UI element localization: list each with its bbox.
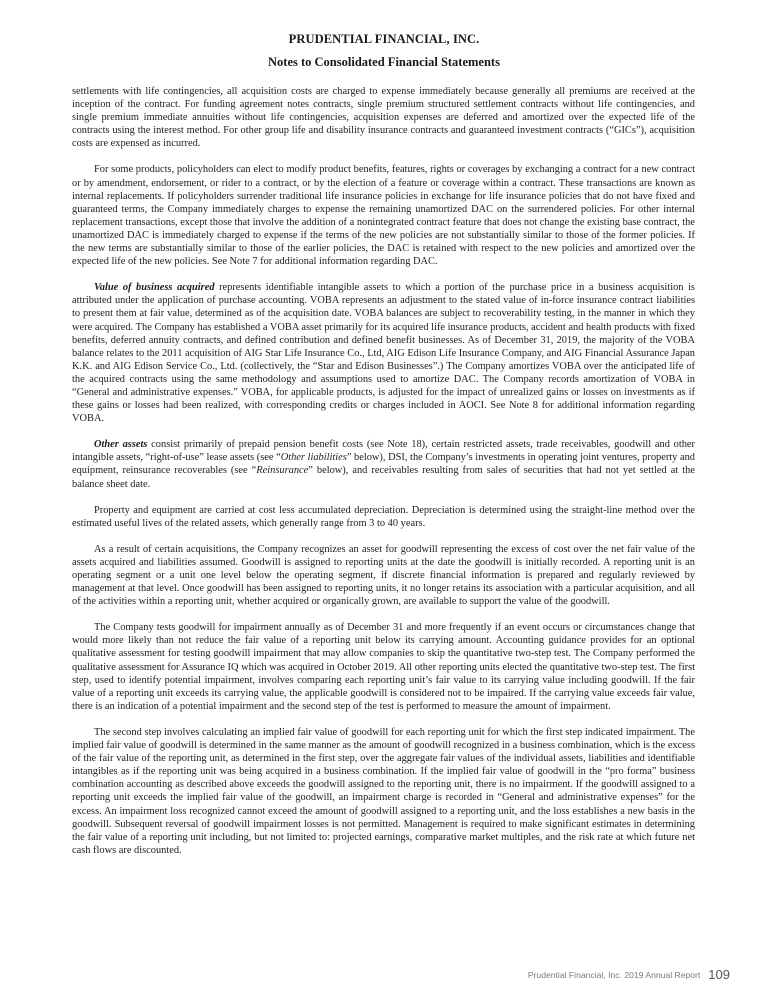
page-footer: [528, 966, 730, 984]
paragraph-text: settlements with life contingencies, all acquisition costs are charged to expense immediately because generally all premiums are received at the inception of the contract. For funding agreement notes contracts, single premium structured settlement contracts without life contingencies, and single premium immediate annuities without life contingencies, acquisition expenses are deferred and amortized over the expected life of the contracts using the interest method. For other group life and disability insurance contracts and guaranteed investment contracts (“GICs”), acquisition costs are expensed as incurred.: [72, 86, 695, 150]
paragraph-goodwill-second-step: [72, 726, 695, 857]
paragraph-property-equipment: [72, 504, 695, 530]
paragraph-text: Property and equipment are carried at cost less accumulated depreciation. Depreciation is determined using the straight-line method over the estimated useful lives of the related assets, which generally range from 3 to 40 years.: [72, 504, 695, 529]
report-title: Prudential Financial, Inc. 2019 Annual Report: [527, 969, 701, 980]
term-other-assets: Other assets: [94, 439, 148, 451]
cross-ref-reinsurance: Reinsurance: [256, 465, 309, 477]
paragraph-text: For some products, policyholders can elect to modify product benefits, features, rights or coverages by exchanging a contract for a new contract or by amendment, endorsement, or rider to a contract, or by the election of a feature or coverage within a contract. These transactions are known as internal replacements. If policyholders surrender traditional life insurance policies in exchange for life insurance policies that do not have fixed and guaranteed terms, the Company immediately charges to expense the remaining unamortized DAC on the surrendered policies. For other internal replacement transactions, except those that involve the addition of a nonintegrated contract feature that does not change the existing base contract, the unamortized DAC is immediately charged to expense if the terms of the new policies are not substantially similar to those of the former policies. If the new terms are substantially similar to those of the earlier policies, the DAC is retained with respect to the new policies and amortized over the expected life of the new policies. See Note 7 for additional information regarding DAC.: [72, 164, 695, 268]
term-value-of-business-acquired: Value of business acquired: [94, 282, 215, 294]
paragraph-text: The Company tests goodwill for impairment annually as of December 31 and more frequently if an event occurs or circumstances change that would more likely than not reduce the fair value of a reporting unit below its carrying amount. Accounting guidance provides for an optional qualitative assessment for testing goodwill impairment that may allow companies to skip the quantitative two-step test. The Company performed the qualitative assessment for Assurance IQ which was acquired in October 2019. All other reporting units elected the quantitative two-step test. The first step, used to identify potential impairment, involves comparing each reporting unit’s fair value to its carrying value including goodwill. If the fair value of a reporting unit exceeds its carrying value, the applicable goodwill is considered not to be impaired. If the carrying value exceeds fair value, there is an indication of a potential impairment and the second step of the test is performed to measure the amount of impairment.: [72, 622, 695, 712]
paragraph-text: ” below), and receivables resulting from sales of securities that had not yet settled at the balance sheet date.: [72, 465, 695, 490]
paragraph-voba: [72, 281, 695, 425]
paragraph-goodwill: [72, 543, 695, 608]
paragraph-internal-replacements: [72, 163, 695, 268]
body-text: [72, 85, 695, 857]
cross-ref-other-liabilities: Other liabilities: [280, 452, 347, 464]
page-number: 109: [708, 967, 730, 983]
company-header: PRUDENTIAL FINANCIAL, INC.: [288, 32, 480, 46]
paragraph-text: ” below), DSI, the Company’s investments in operating joint ventures, property and equipment, reinsurance recoverables (see “: [72, 452, 695, 477]
section-title: Notes to Consolidated Financial Statements: [268, 55, 500, 69]
paragraph-acquisition-costs-continued: [72, 85, 695, 150]
paragraph-text: represents identifiable intangible assets to which a portion of the purchase price in a business acquisition is attributed under the application of purchase accounting. VOBA represents an adjustment to the stated value of in-force insurance contract liabilities to present them at fair value, determined as of the acquisition date. VOBA balances are subject to recoverability testing, in the manner in which they were acquired. The Company has established a VOBA asset primarily for its acquired life insurance products, accident and health products with fixed benefits, deferred annuity contracts, and defined contribution and defined benefit businesses. As of December 31, 2019, the majority of the VOBA balance relates to the 2011 acquisition of AIG Star Life Insurance Co., Ltd, AIG Edison Life Insurance Company, and AIG Financial Assurance Japan K.K. and AIG Edison Service Co., Ltd. (collectively, the “Star and Edison Businesses”.) The Company amortizes VOBA over the anticipated life of the acquired contracts using the same methodology and assumptions used to amortize DAC. The Company records amortization of VOBA in “General and administrative expenses.” VOBA, for applicable products, is adjusted for the impact of unrealized gains or losses on investments as if these gains or losses had been realized, with corresponding credits or charges included in AOCI. See Note 8 for additional information regarding VOBA.: [72, 282, 695, 425]
paragraph-other-assets: [72, 438, 695, 490]
paragraph-text: consist primarily of prepaid pension benefit costs (see Note 18), certain restricted assets, trade receivables, goodwill and other intangible assets, “right-of-use” lease assets (see “: [72, 439, 696, 464]
paragraph-text: The second step involves calculating an implied fair value of goodwill for each reporting unit for which the first step indicated impairment. The implied fair value of goodwill is determined in the same manner as the amount of goodwill recognized in a business combination, which is the excess of the fair value of the reporting unit, as determined in the first step, over the aggregate fair values of the individual assets, liabilities and identifiable intangibles as if the reporting unit was being acquired in a business combination. If the implied fair value of goodwill in the “pro forma” business combination accounting as described above exceeds the goodwill assigned to the reporting unit, there is no impairment. If the goodwill assigned to a reporting unit exceeds the implied fair value of the goodwill, an impairment charge is recorded in “General and administrative expenses” for the excess. An impairment loss recognized cannot exceed the amount of goodwill assigned to a reporting unit, and the loss establishes a new basis in the goodwill. Subsequent reversal of goodwill impairment losses is not permitted. Management is required to make significant estimates in determining the fair value of a reporting unit including, but not limited to: projected earnings, comparative market multiples, and the risk rate at which future net cash flows are discounted.: [72, 726, 695, 856]
paragraph-goodwill-impairment-test: [72, 621, 695, 713]
paragraph-text: As a result of certain acquisitions, the Company recognizes an asset for goodwill representing the excess of cost over the net fair value of the assets acquired and liabilities assumed. Goodwill is assigned to reporting units at the date the goodwill is initially recorded. A reporting unit is an operating segment or a unit one level below the operating segment, if discrete financial information is prepared and regularly reviewed by management at that level. Once goodwill has been assigned to reporting units, it no longer retains its association with a particular acquisition, and all of the activities within a reporting unit, whether acquired or organically grown, are available to support the value of the goodwill.: [72, 543, 695, 608]
